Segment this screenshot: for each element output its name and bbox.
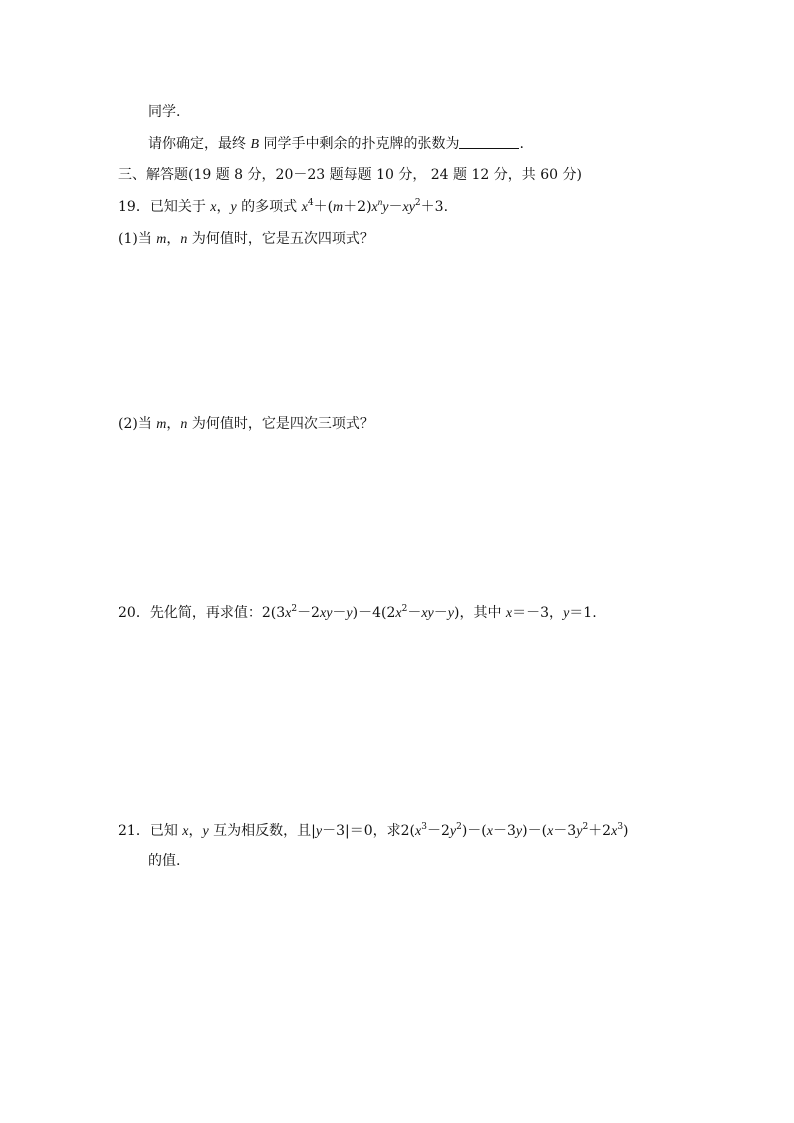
q20-condition-pre: ，其中 <box>459 605 502 621</box>
q21-stem-mid: 互为相反数，且| <box>213 823 316 839</box>
q19-part1: (1)当 m，n 为何值时，它是五次四项式？ <box>118 231 374 247</box>
q20-stem-text: 先化简，再求值： <box>149 605 262 621</box>
prev-question-ask-post: 同学手中剩余的扑克牌的张数为 <box>263 136 460 152</box>
separator: ， <box>216 199 231 215</box>
q20-number: 20． <box>118 605 150 621</box>
prev-question-tail <box>148 103 180 121</box>
variable-y: y <box>315 824 323 839</box>
q21-expression: $2(x^3-2y^2)-(x-3y)-(x-3y^2+2x^3)$ <box>400 822 629 839</box>
prev-question-tail-text: 同学. <box>148 104 181 120</box>
variable-y: y <box>230 200 237 215</box>
variable-m: m <box>156 417 167 432</box>
variable-n: n <box>180 417 188 432</box>
q19-part1-pre: (1)当 <box>118 231 152 247</box>
variable-y: y <box>563 606 570 621</box>
q21-abs-tail: －3|＝0，求 <box>322 823 401 839</box>
prev-question-ask <box>148 135 524 154</box>
q19-part2-pre: (2)当 <box>118 416 152 432</box>
section-heading: 三、解答题(19 题 8 分，20－23 题每题 10 分， 24 题 12 分，共 60 分) <box>118 167 582 183</box>
q21-stem: 21．已知 x，y 互为相反数，且|y－3|＝0，求$2(x^3-2y^2)-(x-3y)-(x-3y^2+2x^3)$ <box>118 822 629 839</box>
q19-part1-post: 为何值时，它是五次四项式？ <box>191 231 374 247</box>
q20-x-value: ＝－3， <box>512 605 564 621</box>
answer-blank <box>459 136 519 149</box>
prev-question-ask-pre: 请你确定，最终 <box>148 136 246 152</box>
q20-stem <box>118 604 597 623</box>
q20-expression: $2(3x^2-2xy-y)-4(2x^2-xy-y)$ <box>261 604 460 621</box>
variable-x: x <box>505 606 513 621</box>
prev-question-ask-end: . <box>519 136 524 152</box>
q19-part2-post: 为何值时，它是四次三项式？ <box>191 416 374 432</box>
q19-number: 19． <box>118 199 150 215</box>
q19-stem <box>118 198 448 217</box>
q21-number: 21． <box>118 823 150 839</box>
q21-line2: 的值. <box>148 853 181 869</box>
variable-n: n <box>180 232 188 247</box>
q19-stem-pre: 已知关于 <box>149 199 206 215</box>
q21-stem-pre: 已知 <box>149 823 178 839</box>
variable-b: B <box>250 137 260 152</box>
variable-y: y <box>202 824 209 839</box>
variable-x: x <box>210 200 217 215</box>
q19-polynomial: $x^4+(m+2)x^ny-xy^2+3$. <box>301 197 449 215</box>
q19-stem-mid: 的多项式 <box>241 199 298 215</box>
variable-m: m <box>156 232 167 247</box>
q20-y-value: ＝1. <box>569 605 597 621</box>
variable-x: x <box>182 824 189 839</box>
q19-part2: (2)当 m，n 为何值时，它是四次三项式？ <box>118 416 374 432</box>
